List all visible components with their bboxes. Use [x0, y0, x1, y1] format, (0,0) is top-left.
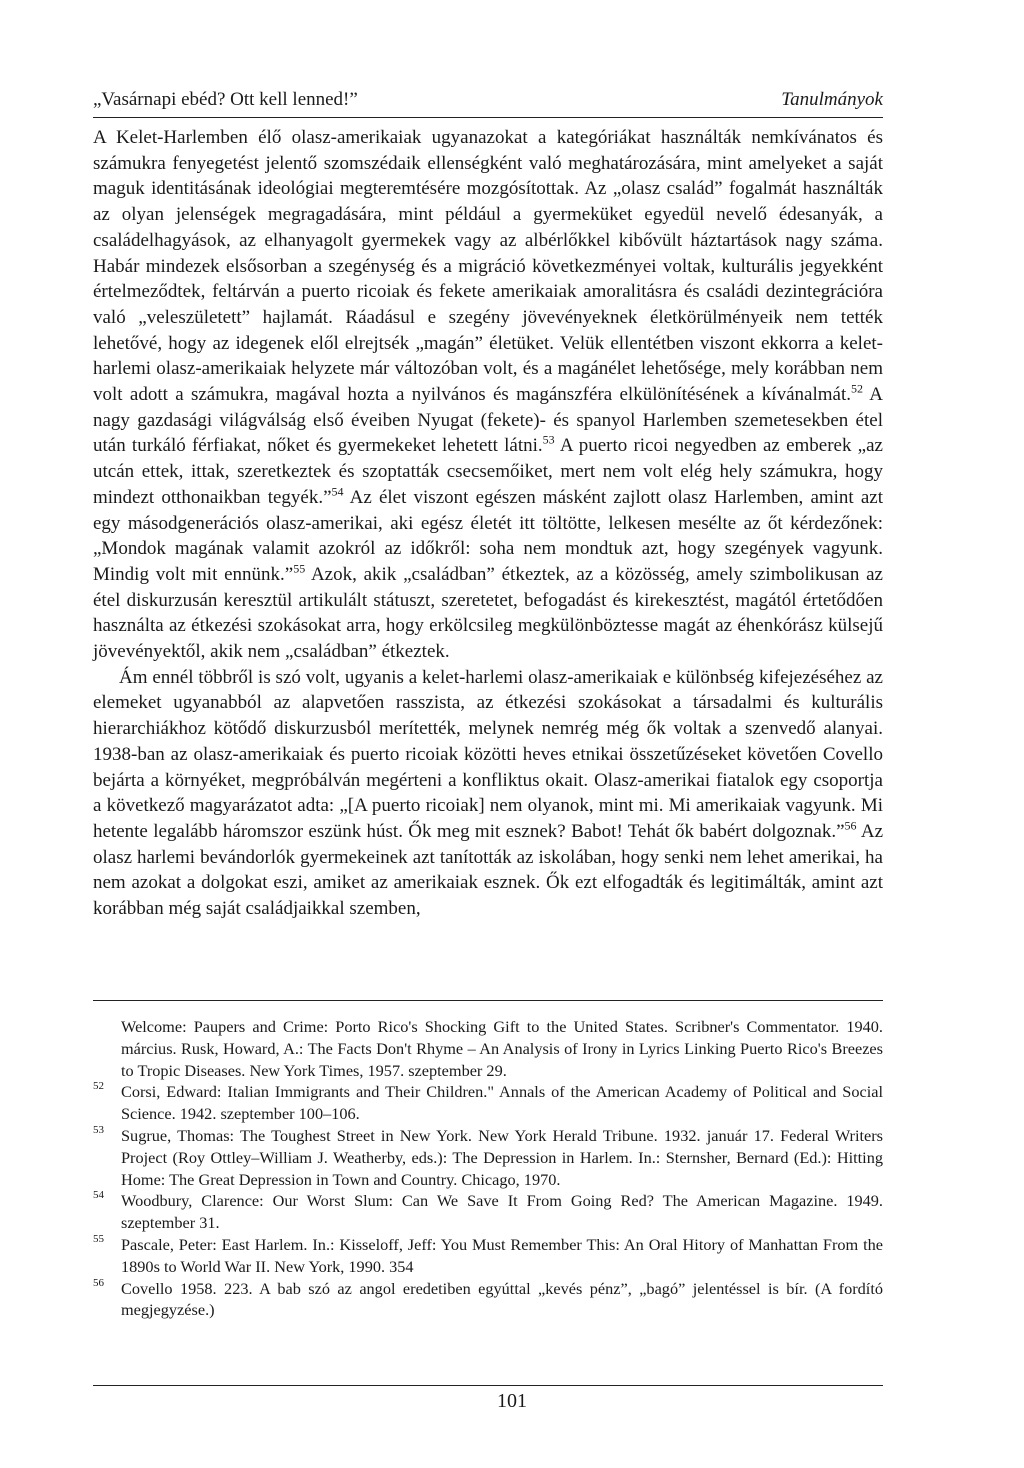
running-header: [93, 88, 883, 116]
footnote-54: [93, 1190, 883, 1234]
footnote-number: 54: [93, 1189, 104, 1202]
footnote-ref-52: 52: [850, 381, 863, 396]
paragraph-1-text-c: A puerto ricoi negyedben az emberek „az utcán ettek, ittak, szeretkeztek és szoptatták csecsemőiket, mert nem volt elég hely számukra, hogy mindezt otthonaikban tegyék.”: [93, 435, 883, 508]
footnote-53: [93, 1125, 883, 1190]
footnote-ref-56: 56: [844, 818, 857, 833]
footnote-ref-54: 54: [331, 484, 344, 499]
paragraph-1-text-d: Az élet viszont egészen másként zajlott olasz Harlemben, amint azt egy másodgenerációs olasz-amerikai, aki egész életét itt töltötte, lelkesen mesélte az őt kérdezőnek: „Mondok magának valamit azokról az időkről: soha nem mondtuk azt, hogy szegények vagyunk. Mindig volt mit ennünk.”: [93, 486, 884, 585]
footnote-52: [93, 1081, 883, 1125]
footnote-number: 52: [93, 1080, 104, 1093]
footnote-number: 55: [93, 1232, 104, 1245]
footnotes: [93, 1016, 883, 1321]
footnote-rule: [93, 1000, 883, 1001]
section-label: Tanulmányok: [781, 89, 883, 110]
footnote-text: Corsi, Edward: Italian Immigrants and Their Children." Annals of the American Academy of Political and Social Science. 1942. szeptember 100–106.: [121, 1082, 883, 1124]
footnote-text: Covello 1958. 223. A bab szó az angol eredetiben egyúttal „kevés pénz”, „bagó” jelentéssel is bír. (A fordító megjegyzése.): [121, 1278, 883, 1320]
footnote-text: Pascale, Peter: East Harlem. In.: Kisseloff, Jeff: You Must Remember This: An Oral Hitory of Manhattan From the 1890s to World War II. New York, 1990. 354: [121, 1234, 883, 1276]
footnote-text: Woodbury, Clarence: Our Worst Slum: Can We Save It From Going Red? The American Magazine. 1949. szeptember 31.: [121, 1191, 883, 1233]
paragraph-2: [93, 665, 883, 922]
footnote-ref-53: 53: [542, 433, 555, 448]
page-number: 101: [497, 1390, 527, 1412]
body-text: [93, 125, 883, 922]
folio-rule: [93, 1385, 883, 1386]
footnote-continued: [93, 1016, 883, 1081]
footnote-number: 56: [93, 1276, 104, 1289]
paragraph-2-text-a: Ám ennél többről is szó volt, ugyanis a kelet-harlemi olasz-amerikaiak e különbség kifejezéséhez az elemeket ugyanabból az alapvetően rasszista, az étkezési szokásokat a társadalmi és kulturális hierarchiákhoz kötődő diskurzusból merítették, melynek nemrég még ők voltak a szenvedő alanyai. 1938-ban az olasz-amerikaiak és puerto ricoiak közötti heves etnikai összetűzéseket követően Covello bejárta a környéket, megpróbálván megérteni a konfliktus okait. Olasz-amerikai fiatalok egy csoportja a következő magyarázatot adta: „[A puerto ricoiak] nem olyanok, mint mi. Mi amerikaiak vagyunk. Mi hetente legalább háromszor eszünk húst. Ők meg mit esznek? Babot! Tehát ők babért dolgoznak.”: [93, 666, 883, 842]
footnote-56: [93, 1278, 883, 1322]
paragraph-1-text-a: A Kelet-Harlemben élő olasz-amerikaiak ugyanazokat a kategóriákat használták nemkívánatos és számukra fenyegetést jelentő szomszédaik ellenségként való meghatározására, mint amelyeket a saját maguk identitásának ideológiai megteremtésére mozgósítottak. Az „olasz család” fogalmát használták az olyan jelenségek megragadására, mint például a gyermeküket egyedül nevelő édesanyák, a családelhagyások, az elhanyagolt gyermekek vagy az albérlőkkel kibővült háztartások nagy száma. Habár mindezek elsősorban a szegénység és a migráció következményei voltak, kulturális jegyekként értelmeződtek, feltárván a puerto ricoiak és fekete amerikaiak amoralitásra és családi dezintegrációra való „veleszületett” hajlamát. Ráadásul e szegény jövevényeknek életkörülményeik nem tették lehetővé, hogy az idegenek elől elrejtsék „magán” életüket. Velük ellentétben viszont ekkorra a kelet-harlemi olasz-amerikaiak helyzete már változóban volt, és a magánélet lehetősége, mely korábban nem volt adott a számukra, magával hozta a nyilvános és magánszféra elkülönítésének a kívánalmát.: [93, 127, 883, 406]
paragraph-2-text-b: Az olasz harlemi bevándorlók gyermekeinek azt tanították az iskolában, hogy senki nem lehet amerikai, ha nem azokat a dolgokat eszi, amiket az amerikaiak esznek. Ők ezt elfogadták és legitimálták, amint azt korábban még saját családjaikkal szemben,: [93, 820, 883, 920]
paragraph-1-text-b: A nagy gazdasági világválság első éveiben Nyugat (fekete)- és spanyol Harlemben szemetesekben étel után turkáló férfiakat, nőket és gyermekeket lehetett látni.: [93, 384, 883, 457]
footnote-ref-55: 55: [293, 561, 306, 576]
running-title: „Vasárnapi ebéd? Ott kell lenned!”: [93, 89, 358, 110]
header-rule: [93, 117, 883, 118]
footnote-55: [93, 1234, 883, 1278]
paragraph-1: [93, 125, 883, 665]
footnote-text: Welcome: Paupers and Crime: Porto Rico's Shocking Gift to the United States. Scribner's Commentator. 1940. március. Rusk, Howard, A.: The Facts Don't Rhyme – An Analysis of Irony in Lyrics Linking Puerto Rico's Breezes to Tropic Diseases. New York Times, 1957. szeptember 29.: [121, 1017, 883, 1080]
footnote-number: 53: [93, 1123, 104, 1136]
footnote-text: Sugrue, Thomas: The Toughest Street in New York. New York Herald Tribune. 1932. január 17. Federal Writers Project (Roy Ottley–William J. Weatherby, eds.): The Depression in Harlem. In.: Sternsher, Bernard (Ed.): Hitting Home: The Great Depression in Town and Country. Chicago, 1970.: [121, 1125, 883, 1189]
paragraph-1-text-e: Azok, akik „családban” étkeztek, az a közösség, amely szimbolikusan az étel diskurzusán keresztül artikulált státuszt, szeretetet, befogadást és kirekesztést, magától értetődően használta az étkezési szokásokat arra, hogy erkölcsileg megkülönböztesse magát az éhenkórász külsejű jövevényektől, akik nem „családban” étkeztek.: [93, 563, 883, 663]
